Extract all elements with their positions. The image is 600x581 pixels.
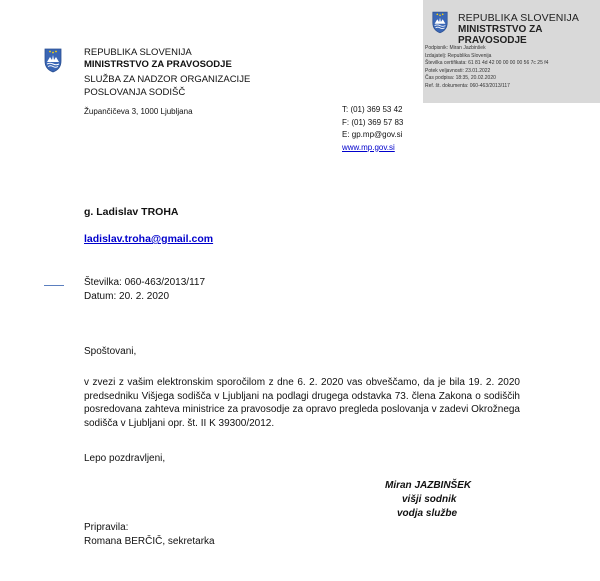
contact-email: E: gp.mp@gov.si (342, 130, 403, 139)
fold-mark (44, 285, 64, 286)
greeting: Spoštovani, (84, 346, 137, 357)
recipient-name: g. Ladislav TROHA (84, 206, 179, 218)
stamp-ministry: MINISTRSTVO ZA PRAVOSODJE (458, 24, 543, 46)
prepared-person: Romana BERČIČ, sekretarka (84, 536, 215, 547)
document-number: Številka: 060-463/2013/117 (84, 277, 206, 288)
contact-web-link[interactable]: www.mp.gov.si (342, 142, 395, 152)
coat-of-arms-icon (431, 10, 449, 34)
stamp-row: Številka certifikata: 61 81 4d 42 00 00 00 00 56 7c 25 f4 (425, 60, 549, 67)
signature-stamp (423, 0, 600, 103)
closing: Lepo pozdravljeni, (84, 453, 166, 464)
header-republic: REPUBLIKA SLOVENIJA (84, 47, 192, 58)
signature-name: Miran JAZBINŠEK (385, 480, 472, 491)
stamp-row: Čas podpisa: 18:35, 20.02.2020 (425, 75, 496, 82)
body-paragraph (84, 376, 520, 430)
stamp-row: Ref. št. dokumenta: 060-463/2013/117 (425, 82, 510, 89)
header-service-2: POSLOVANJA SODIŠČ (84, 87, 186, 98)
header-ministry: MINISTRSTVO ZA PRAVOSODJE (84, 59, 232, 70)
recipient-email-link[interactable]: ladislav.troha@gmail.com (84, 233, 214, 245)
contact-block (342, 104, 403, 154)
stamp-details (425, 45, 548, 91)
document-date: Datum: 20. 2. 2020 (84, 291, 170, 302)
signature-role: vodja službe (397, 508, 458, 519)
contact-phone: T: (01) 369 53 42 (342, 105, 403, 114)
stamp-row: Izdajatelj: Republika Slovenija (425, 52, 492, 59)
coat-of-arms-icon (43, 47, 63, 73)
stamp-row: Potek veljavnosti: 23.01.2022 (425, 67, 491, 74)
stamp-row: Podpisnik: Miran Jazbinšek (425, 45, 486, 51)
header-service: SLUŽBA ZA NADZOR ORGANIZACIJE (84, 74, 251, 85)
prepared-label: Pripravila: (84, 522, 129, 533)
signature-title: višji sodnik (402, 494, 457, 505)
header-address: Župančičeva 3, 1000 Ljubljana (84, 107, 193, 116)
stamp-republic: REPUBLIKA SLOVENIJA (458, 12, 579, 24)
contact-fax: F: (01) 369 57 83 (342, 117, 404, 127)
body-text: v zvezi z vašim elektronskim sporočilom z dne 6. 2. 2020 vas obveščamo, da je bila 19. 2. 2020 predsedniku Višjega sodišča v Ljubljani na podlagi drugega odstavka 73. člena Zakona o sodiščih posredovana zahteva ministrice za pravosodje za opravo pregleda poslovanja v zadevi Okrožnega sodišča v Ljubljani opr. št. II K 39300/2012. (84, 377, 520, 429)
